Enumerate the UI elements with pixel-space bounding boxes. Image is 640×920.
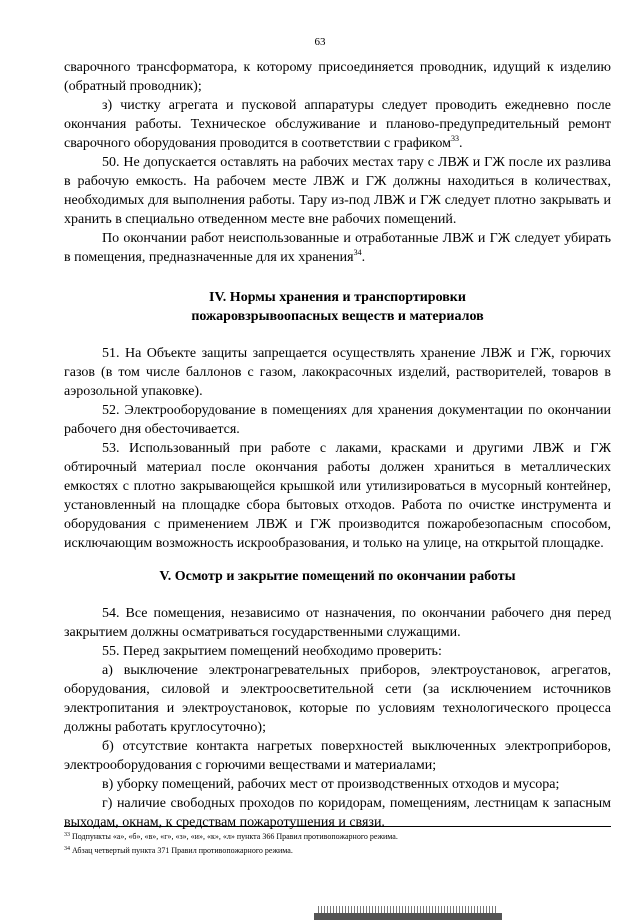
paragraph-item-z: з) чистку агрегата и пусковой аппаратуры следует проводить ежедневно после окончания работы. Техническое обслуживание и планово-предупредительный ремонт сварочного оборудования проводится в соответствии с графиком$^{33}$. [64,98,611,151]
footnote-ref-33[interactable]: 33 [450,134,459,143]
paragraph-continuation: сварочного трансформатора, к которому присоединяется проводник, идущий к изделию (обратный проводник); [64,60,611,94]
footnote-34: $^{34}$ Абзац четвертый пункта 371 Правил противопожарного режима. [64,846,293,855]
paragraph-51: 51. На Объекте защиты запрещается осуществлять хранение ЛВЖ и ГЖ, горючих газов (в том числе баллонов с газом, лакокрасочных изделий, растворителей, товаров в аэрозольной упаковке). [64,346,611,399]
paragraph-53: 53. Использованный при работе с лаками, красками и другими ЛВЖ и ГЖ обтирочный материал после окончания работы должен храниться в металлических емкостях с плотно закрывающейся крышкой или утилизироваться в мусорный контейнер, установленный на площадке сбора бытовых отходов. Работа по очистке инструмента и оборудования с применением ЛВЖ и ГЖ производится пожаробезопасным способом, исключающим возможность искрообразования, и только на улице, на открытой площадке. [64,441,611,551]
paragraph-54: 54. Все помещения, независимо от назначения, по окончании рабочего дня перед закрытием должны осматриваться государственными служащими. [64,606,611,640]
footnote-33: $^{33}$ Подпункты «а», «б», «в», «г», «з», «и», «к», «л» пункта 366 Правил противопожарного режима. [64,832,398,841]
footnotes [64,826,611,857]
paragraph-55g: г) наличие свободных проходов по коридорам, помещениям, лестницам к запасным выходам, окнам, к средствам пожаротушения и связи. [64,796,611,830]
footnote-ref-34[interactable]: 34 [353,248,362,257]
section-4-heading: IV. Нормы хранения и транспортировки пожаровзрывоопасных веществ и материалов [191,290,484,324]
paragraph-after-work: По окончании работ неиспользованные и отработанные ЛВЖ и ГЖ следует убирать в помещения, предназначенные для их хранения$^{34}$. [64,231,611,265]
page-number: 63 [314,36,326,48]
paragraph-55a: а) выключение электронагревательных приборов, электроустановок, агрегатов, оборудования, силовой и электроосветительной сети (за исключением источников электропитания и электроустановок, которые по условиям технологического процесса должны работать круглосуточно); [64,663,611,735]
scan-artifact-bottom [314,913,502,920]
paragraph-55b: б) отсутствие контакта нагретых поверхностей выключенных электроприборов, электрооборудования с горючими веществами и материалами; [64,739,611,773]
paragraph-55: 55. Перед закрытием помещений необходимо проверить: [102,644,442,659]
paragraph-52: 52. Электрооборудование в помещениях для хранения документации по окончании рабочего дня обесточивается. [64,403,611,437]
section-5-heading: V. Осмотр и закрытие помещений по окончании работы [159,569,516,584]
paragraph-50: 50. Не допускается оставлять на рабочих местах тару с ЛВЖ и ГЖ после их разлива в рабочую емкость. На рабочем месте ЛВЖ и ГЖ должны находиться в количествах, необходимых для выполнения работы. Тару из-под ЛВЖ и ГЖ следует плотно закрывать и хранить в специально отведенном месте вне рабочих помещений. [64,155,611,227]
paragraph-55v: в) уборку помещений, рабочих мест от производственных отходов и мусора; [102,777,560,792]
document-body [64,58,611,832]
